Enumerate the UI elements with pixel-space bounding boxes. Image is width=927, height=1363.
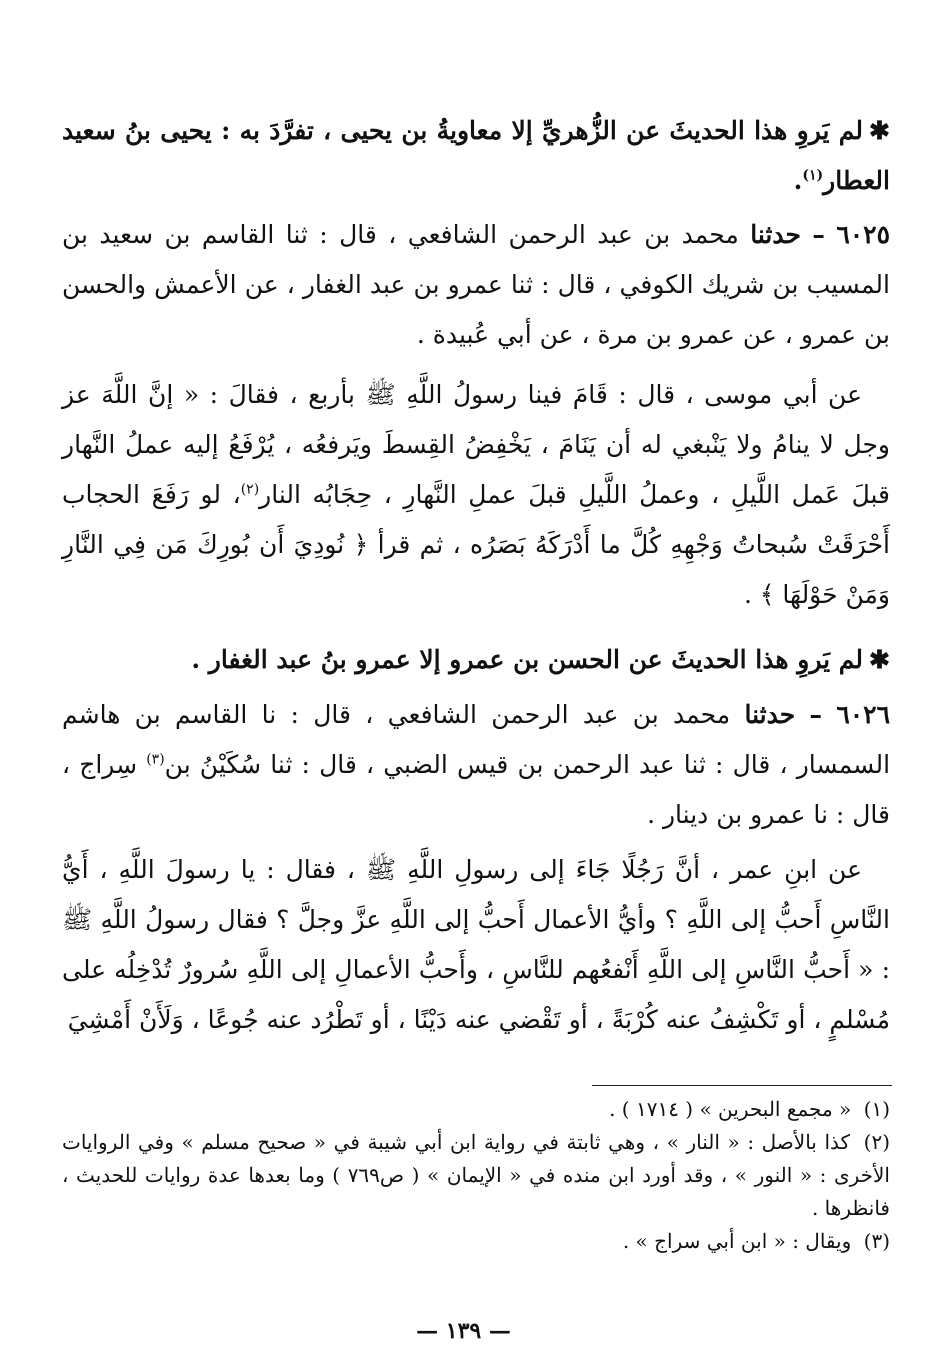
notice-text: لم يَروِ هذا الحديثَ عن الحسن بن عمرو إلا عمرو بنُ عبد الغفار . — [191, 645, 864, 674]
hadith-matn-2 — [62, 845, 890, 1045]
isnad-text: محمد بن عبد الرحمن الشافعي ، قال : نا القاسم بن هاشم السمسار ، قال : ثنا عبد الرحمن بن قيس الضبي ، قال : ثنا سُكَيْنُ بن — [62, 700, 891, 779]
isnad-text-cont: سِراج ، قال : نا عمرو بن دينار . — [62, 750, 890, 829]
footnote-3 — [62, 1225, 890, 1258]
footnote-text: « مجمع البحرين » ( ١٧١٤ ) . — [609, 1097, 852, 1121]
hadith-dash: – — [812, 220, 825, 249]
star-icon: ✱ — [869, 116, 890, 145]
page-number: — ١٣٩ — — [416, 1318, 511, 1344]
footnote-number: (٣) — [863, 1229, 890, 1253]
period: . — [793, 166, 803, 195]
star-icon: ✱ — [869, 645, 890, 674]
footnote-text: ويقال : « ابن أبي سراج » . — [622, 1229, 852, 1253]
footnote-number: (٢) — [863, 1130, 891, 1154]
notice-paragraph-1 — [62, 106, 890, 206]
hadith-lead-word: حدثنا — [744, 700, 796, 729]
matn-text-cont: ، لو رَفَعَ الحجاب أَحْرَقَتْ سُبحاتُ وَجْهِهِ كُلَّ ما أَدْرَكَهُ بَصَرُه ، ثم قرأ ﴿ نُودِيَ أَن بُورِكَ مَن فِي النَّارِ وَمَنْ حَوْلَهَا ﴾ . — [62, 480, 890, 609]
hadith-lead-word: حدثنا — [750, 220, 801, 249]
footnote-number: (١) — [863, 1097, 890, 1121]
hadith-isnad-2 — [62, 690, 890, 840]
notice-text: لم يَروِ هذا الحديثَ عن الزُّهريِّ إلا معاويةُ بن يحيى ، تفرَّدَ به : يحيى بنُ سعيد العطار — [62, 116, 890, 195]
footnote-1 — [62, 1093, 890, 1126]
hadith-isnad-1 — [62, 210, 890, 360]
footnote-ref: (٢) — [240, 481, 260, 498]
footnote-text: كذا بالأصل : « النار » ، وهي ثابتة في رواية ابن أبي شيبة في « صحيح مسلم » وفي الروايات الأخرى : « النور » ، وقد أورد ابن منده في « الإيمان » ( ص٧٦٩ ) وما بعدها عدة روايات للحديث ، فانظرها . — [62, 1130, 890, 1220]
matn-text: عن ابنِ عمر ، أنَّ رَجُلًا جَاءَ إلى رسولِ اللَّهِ ﷺ ، فقال : يا رسولَ اللَّهِ ، أَيُّ النَّاسِ أَحبُّ إلى اللَّهِ ؟ وأيُّ الأعمال أَحبُّ إلى اللَّهِ عزَّ وجلَّ ؟ فقال رسولُ اللَّهِ ﷺ : « أَحبُّ النَّاسِ إلى اللَّهِ أَنْفعُهم للنَّاسِ ، وأَحبُّ الأعمالِ إلى اللَّهِ سُرورٌ تُدْخِلُه على مُسْلمٍ ، أو تَكْشِفُ عنه كُرْبَةً ، أو تَقْضي عنه دَيْنًا ، أو تَطْرُد عنه جُوعًا ، وَلَأَنْ أَمْشِيَ — [62, 855, 890, 1034]
hadith-matn-1 — [62, 370, 890, 620]
hadith-number: ٦٠٢٥ — [836, 220, 891, 249]
hadith-number: ٦٠٢٦ — [836, 700, 891, 729]
matn-text: عن أبي موسى ، قال : قَامَ فينا رسولُ اللَّهِ ﷺ بأربع ، فقالَ : « إنَّ اللَّهَ عز وجل لا ينامُ ولا يَنْبغي له أن يَنَامَ ، يَخْفِضُ القِسطَ ويَرفعُه ، يُرْفَعُ إليه عملُ النَّهار قبلَ عَمل اللَّيلِ ، وعملُ اللَّيلِ قبلَ عملِ النَّهارِ ، حِجَابُه النار — [62, 380, 890, 509]
notice-paragraph-2 — [62, 635, 890, 685]
footnotes — [62, 1093, 890, 1258]
footnote-divider — [592, 1085, 892, 1086]
isnad-text: محمد بن عبد الرحمن الشافعي ، قال : ثنا القاسم بن سعيد بن المسيب بن شريك الكوفي ، قال : ثنا عمرو بن عبد الغفار ، عن الأعمش والحسن بن عمرو ، عن عمرو بن مرة ، عن أبي عُبيدة . — [62, 220, 890, 349]
footnote-ref: (١) — [802, 167, 824, 184]
footnote-2 — [62, 1126, 890, 1225]
hadith-dash: – — [809, 700, 822, 729]
footnote-ref: (٣) — [146, 751, 165, 768]
